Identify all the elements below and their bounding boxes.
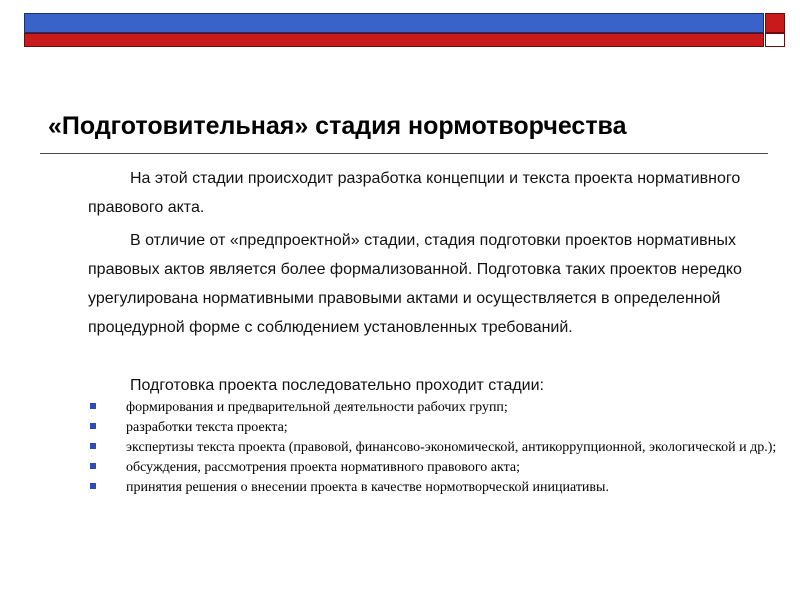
paragraph-1	[88, 164, 748, 222]
header-square-white	[765, 33, 785, 47]
square-bullet-icon	[90, 443, 96, 449]
paragraph-2	[88, 226, 748, 342]
title-divider	[40, 153, 768, 154]
square-bullet-icon	[90, 403, 96, 409]
paragraph-2-text: В отличие от «предпроектной» стадии, стадия подготовки проектов нормативных правовых актов является более формализованной. Подготовка таких проектов нередко урегулирована нормативными правовыми актами и осуществляется в определенной процедурной форме с соблюдением установленных требований.	[88, 232, 742, 336]
header-bar-blue	[24, 13, 764, 33]
list-lead: Подготовка проекта последовательно проходит стадии:	[130, 377, 544, 394]
list-item-text: разработки текста проекта;	[126, 420, 288, 435]
square-bullet-icon	[90, 483, 96, 489]
square-bullet-icon	[90, 463, 96, 469]
list-item	[88, 480, 778, 495]
list-item-text: обсуждения, рассмотрения проекта нормативного правового акта;	[126, 460, 520, 475]
slide-title: «Подготовительная» стадия нормотворчества	[48, 112, 627, 140]
list-item-text: экспертизы текста проекта (правовой, финансово-экономической, антикоррупционной, экологической и др.);	[126, 440, 777, 455]
square-bullet-icon	[90, 423, 96, 429]
paragraph-1-text: На этой стадии происходит разработка концепции и текста проекта нормативного правового акта.	[88, 170, 741, 216]
list-item-text: формирования и предварительной деятельности рабочих групп;	[126, 400, 508, 415]
header-square-red	[765, 13, 785, 33]
header-bar-red	[24, 33, 764, 47]
list-item	[88, 440, 778, 455]
list-item	[88, 460, 778, 475]
list-item	[88, 420, 778, 435]
list-item	[88, 400, 778, 415]
list-item-text: принятия решения о внесении проекта в качестве нормотворческой инициативы.	[126, 480, 609, 495]
stages-list	[88, 400, 778, 500]
